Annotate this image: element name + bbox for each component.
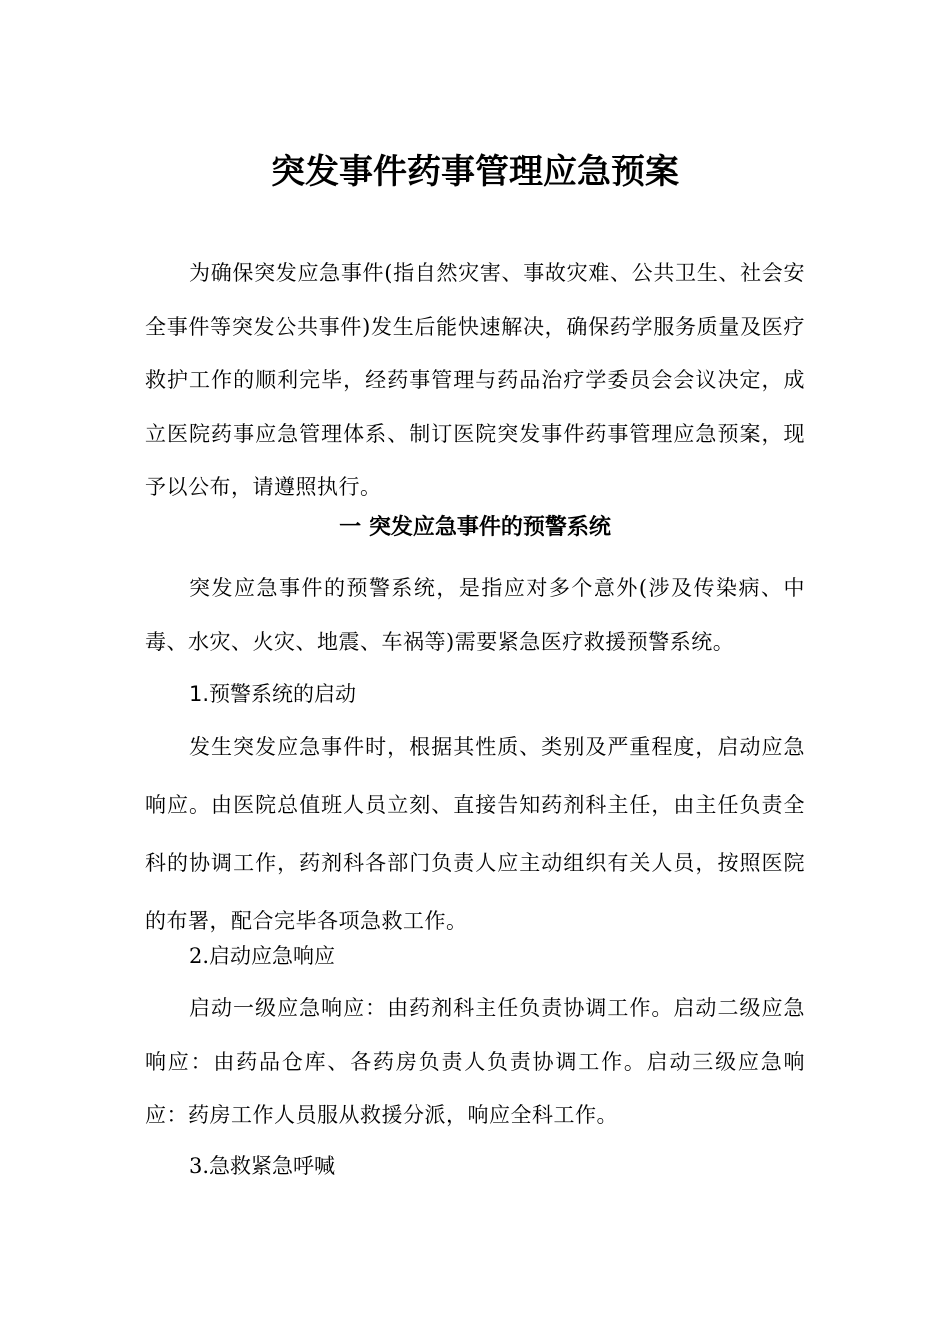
subsection-body-1: 发生突发应急事件时，根据其性质、类别及严重程度，启动应急响应。由医院总值班人员立刻、直接告知药剂科主任，由主任负责全科的协调工作，药剂科各部门负责人应主动组织有关人员，按照医院的布署，配合完毕各项急救工作。 bbox=[145, 735, 805, 933]
subsection-body-2: 启动一级应急响应：由药剂科主任负责协调工作。启动二级应急响应：由药品仓库、各药房负责人负责协调工作。启动三级应急响应：药房工作人员服从救援分派，响应全科工作。 bbox=[145, 996, 805, 1127]
intro-paragraph: 为确保突发应急事件(指自然灾害、事故灾难、公共卫生、社会安全事件等突发公共事件)发生后能快速解决，确保药学服务质量及医疗救护工作的顺利完毕，经药事管理与药品治疗学委员会会议决定，成立医院药事应急管理体系、制订医院突发事件药事管理应急预案，现予以公布，请遵照执行。 bbox=[145, 261, 805, 499]
subsection-heading-1: 1.预警系统的启动 bbox=[189, 682, 357, 706]
section-heading: 一 突发应急事件的预警系统 bbox=[339, 515, 611, 540]
section-intro-paragraph: 突发应急事件的预警系统，是指应对多个意外(涉及传染病、中毒、水灾、火灾、地震、车祸等)需要紧急医疗救援预警系统。 bbox=[145, 576, 805, 654]
subsection-heading-2: 2.启动应急响应 bbox=[189, 944, 336, 968]
subsection-heading-3: 3.急救紧急呼喊 bbox=[189, 1154, 336, 1178]
document-title: 突发事件药事管理应急预案 bbox=[271, 152, 679, 192]
